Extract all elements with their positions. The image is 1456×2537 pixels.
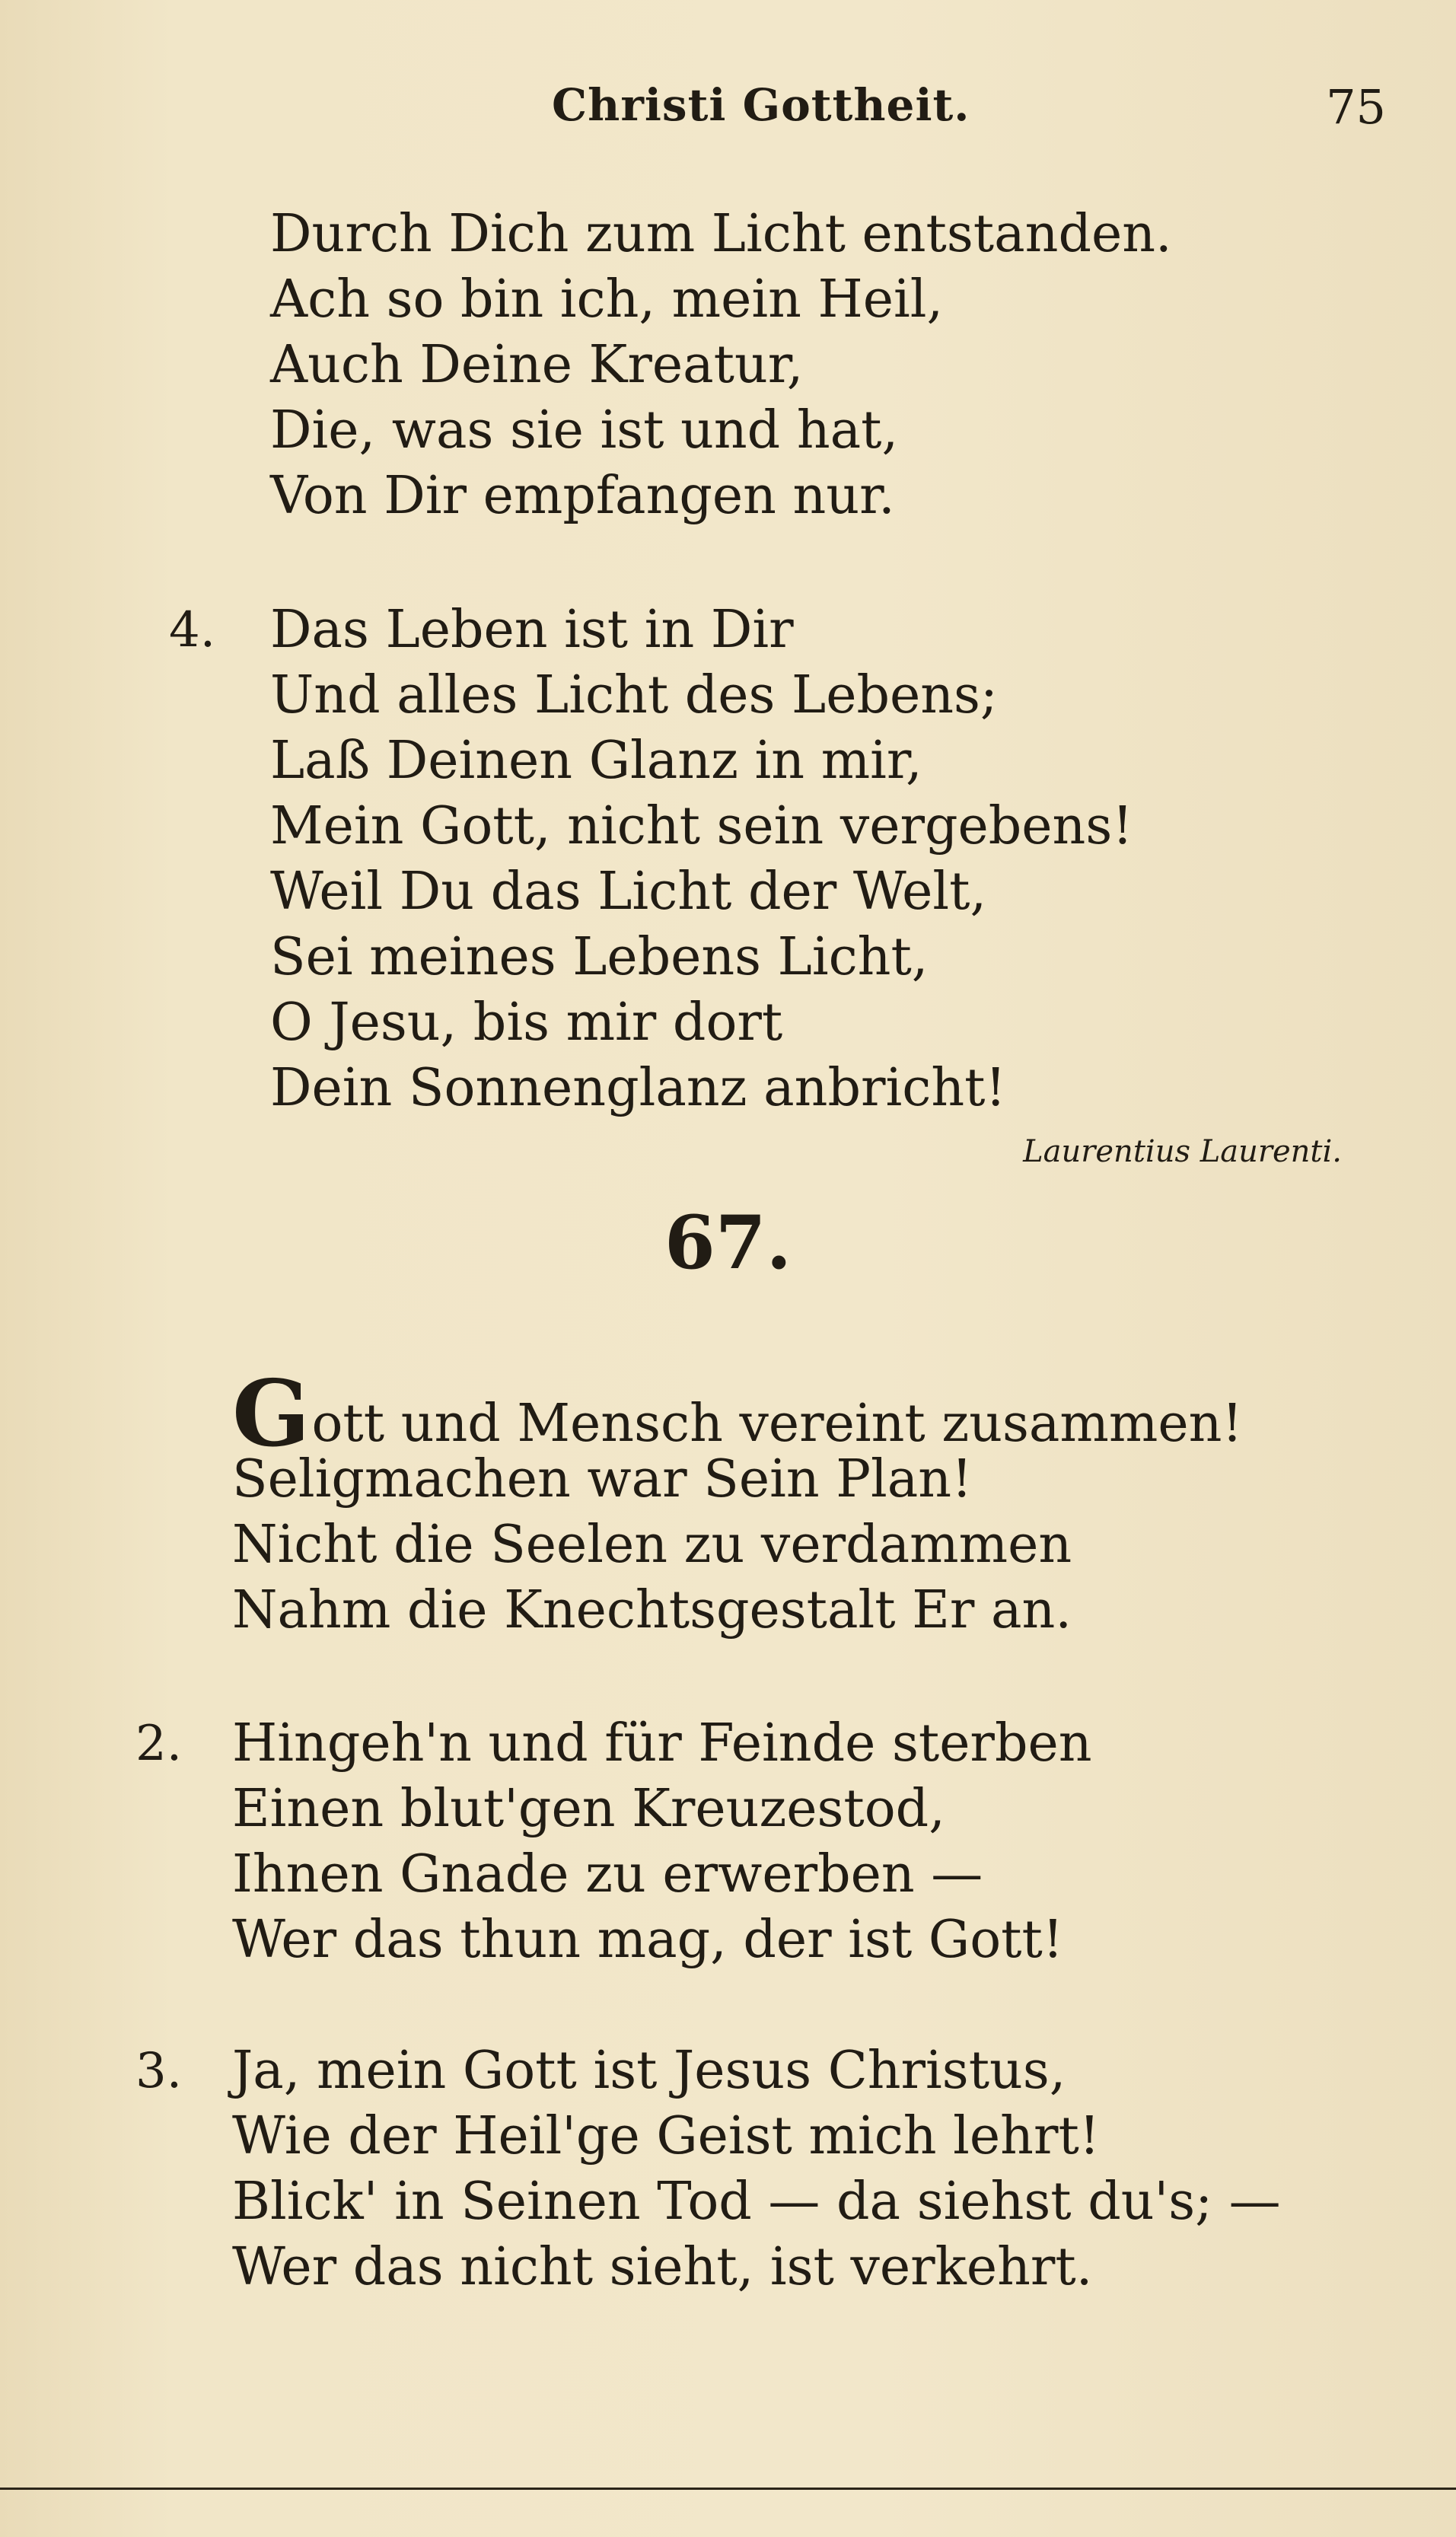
verse-line: Wie der Heil'ge Geist mich lehrt!	[232, 2106, 1101, 2166]
verse-line: Das Leben ist in Dir	[270, 600, 794, 660]
stanza-number: 3.	[135, 2043, 183, 2099]
verse-line-first	[232, 1360, 1243, 1468]
verse-line: Ihnen Gnade zu erwerben —	[232, 1844, 983, 1904]
verse-line: Wer das nicht sieht, ist verkehrt.	[232, 2237, 1093, 2297]
hymn-number: 67.	[664, 1200, 792, 1286]
stanza-number: 4.	[169, 602, 216, 658]
verse-line: Wer das thun mag, der ist Gott!	[232, 1910, 1064, 1970]
running-title: Christi Gottheit.	[552, 79, 970, 131]
verse-line-text: ott und Mensch vereint zusammen!	[311, 1394, 1243, 1454]
stanza-lines	[270, 598, 1133, 1121]
stanza-lines	[232, 1711, 1092, 1973]
verse-line: Von Dir empfangen nur.	[270, 466, 895, 526]
verse-line: Auch Deine Kreatur,	[270, 335, 804, 395]
verse-line: Einen blut'gen Kreuzestod,	[232, 1779, 945, 1839]
page-number: 75	[1326, 79, 1386, 135]
verse-line: Und alles Licht des Lebens;	[270, 665, 998, 725]
stanza-lines	[270, 202, 1172, 529]
stanza-lines	[232, 2038, 1281, 2300]
verse-line: Blick' in Seinen Tod — da siehst du's; —	[232, 2172, 1281, 2232]
verse-line: Dein Sonnenglanz anbricht!	[270, 1058, 1006, 1118]
verse-line: Weil Du das Licht der Welt,	[270, 862, 987, 922]
verse-line: Nicht die Seelen zu verdammen	[232, 1515, 1072, 1575]
verse-line: Ach so bin ich, mein Heil,	[270, 269, 944, 330]
verse-line: Die, was sie ist und hat,	[270, 400, 899, 461]
verse-line: Ja, mein Gott ist Jesus Christus,	[232, 2041, 1066, 2101]
stanza-lines	[232, 1360, 1243, 1643]
verse-line: Sei meines Lebens Licht,	[270, 927, 929, 987]
verse-line: Hingeh'n und für Feinde sterben	[232, 1713, 1092, 1774]
verse-line: Mein Gott, nicht sein vergebens!	[270, 796, 1133, 856]
verse-line: O Jesu, bis mir dort	[270, 993, 783, 1053]
verse-line: Laß Deinen Glanz in mir,	[270, 731, 922, 791]
verse-line: Seligmachen war Sein Plan!	[232, 1449, 973, 1509]
author-attribution: Laurentius Laurenti.	[1023, 1134, 1342, 1169]
verse-line: Nahm die Knechtsgestalt Er an.	[232, 1580, 1072, 1640]
drop-cap: G	[232, 1360, 311, 1468]
stanza-number: 2.	[135, 1716, 183, 1772]
verse-line: Durch Dich zum Licht entstanden.	[270, 204, 1172, 264]
bottom-rule	[0, 2488, 1456, 2490]
page-header	[0, 79, 1456, 140]
